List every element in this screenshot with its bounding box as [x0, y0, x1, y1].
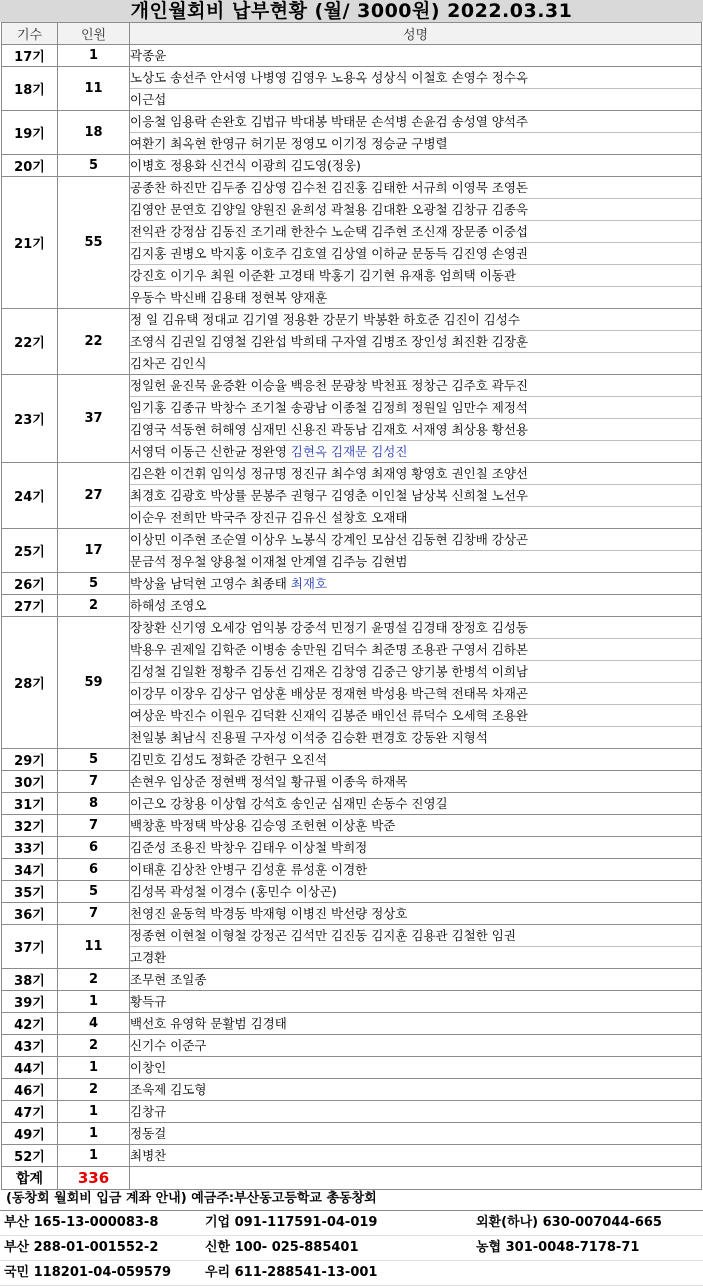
- table-row: [2, 1013, 702, 1035]
- names-cell: [130, 793, 702, 815]
- names-line: [130, 969, 701, 990]
- names-text: 이강무 이장우 김상구 엄상훈 배상문 정재현 박성용 박근혁 전태목 차재곤: [130, 686, 529, 701]
- names-text: 강진호 이기우 최원 이준환 고경태 박홍기 김기현 유재흥 엄희택 이동관: [130, 268, 516, 283]
- names-line: [130, 67, 701, 88]
- names-text: 장창환 신기영 오세강 엄익봉 강중석 민정기 윤명설 김경태 장정호 김성동: [130, 620, 529, 635]
- names-line: [130, 946, 701, 968]
- names-line: [130, 682, 701, 704]
- generation-cell: 21기: [2, 177, 58, 309]
- count-cell: 22: [58, 309, 130, 375]
- names-text: 하해성 조영오: [130, 598, 207, 613]
- names-text: 백선호 유영학 문활범 김경태: [130, 1016, 287, 1031]
- generation-cell: 33기: [2, 837, 58, 859]
- names-cell: [130, 969, 702, 991]
- names-text: 조영식 김권일 김영철 김완섭 박희태 구자열 김병조 장인성 최진환 김장훈: [130, 334, 529, 349]
- names-text: 김창규: [130, 1104, 167, 1119]
- table-row: [2, 881, 702, 903]
- names-line: [130, 45, 701, 66]
- count-cell: 2: [58, 595, 130, 617]
- table-row: [2, 815, 702, 837]
- names-text: 이순우 전희만 박국주 장진규 김유신 설창호 오재태: [130, 510, 408, 525]
- names-line: [130, 177, 701, 198]
- highlighted-names: 최재호: [290, 576, 328, 591]
- names-line: [130, 1123, 701, 1144]
- count-cell: 55: [58, 177, 130, 309]
- names-line: [130, 132, 701, 154]
- table-row: [2, 837, 702, 859]
- names-text: 곽종윤: [130, 48, 167, 63]
- generation-cell: 43기: [2, 1035, 58, 1057]
- names-line: [130, 463, 701, 484]
- names-line: [130, 1079, 701, 1100]
- names-cell: [130, 155, 702, 177]
- names-text: 김준성 조용진 박창우 김태우 이상철 박희정: [130, 840, 368, 855]
- names-line: [130, 1013, 701, 1034]
- count-cell: 1: [58, 45, 130, 67]
- account-entry: 신한 100- 025-885401: [205, 1240, 359, 1255]
- count-cell: 6: [58, 837, 130, 859]
- names-text: 조무현 조일종: [130, 972, 207, 987]
- names-text: 신기수 이준구: [130, 1038, 207, 1053]
- count-cell: 1: [58, 1057, 130, 1079]
- total-label: 합계: [2, 1167, 58, 1190]
- count-cell: 11: [58, 67, 130, 111]
- count-cell: 18: [58, 111, 130, 155]
- table-row: [2, 309, 702, 375]
- names-cell: [130, 1013, 702, 1035]
- names-text: 이응철 임용락 손완호 김법규 박대봉 박태문 손석병 손윤검 송성열 양석주: [130, 114, 529, 129]
- names-line: [130, 1145, 701, 1166]
- generation-cell: 27기: [2, 595, 58, 617]
- account-row: [0, 1261, 703, 1286]
- names-text: 손현우 임상준 정현백 정석일 황규필 이종욱 하재목: [130, 774, 408, 789]
- count-cell: 2: [58, 1035, 130, 1057]
- table-row: [2, 111, 702, 155]
- names-line: [130, 198, 701, 220]
- generation-cell: 30기: [2, 771, 58, 793]
- generation-cell: 28기: [2, 617, 58, 749]
- names-text: 이상민 이주현 조순열 이상우 노봉식 강계인 모삼선 김동현 김창배 강상곤: [130, 532, 529, 547]
- names-line: [130, 1035, 701, 1056]
- account-row: [0, 1211, 703, 1236]
- dues-table: [1, 22, 702, 1190]
- table-row: [2, 991, 702, 1013]
- names-text: 이창인: [130, 1060, 167, 1075]
- names-line: [130, 88, 701, 110]
- names-text: 박상율 남덕현 고영수 최종태: [130, 576, 291, 591]
- names-line: [130, 1101, 701, 1122]
- table-header-row: [2, 23, 702, 45]
- names-line: [130, 286, 701, 308]
- names-text: 이근오 강창용 이상협 강석호 송인군 심재민 손동수 진영길: [130, 796, 448, 811]
- names-text: 임기홍 김종규 박창수 조기철 송광남 이종철 김정희 정원일 임만수 제정석: [130, 400, 529, 415]
- names-text: 정 일 김유택 정대교 김기열 정용환 강문기 박봉환 하호준 김진이 김성수: [130, 312, 520, 327]
- table-row: [2, 1123, 702, 1145]
- names-text: 김차곤 김인식: [130, 356, 207, 371]
- names-line: [130, 1057, 701, 1078]
- table-row: [2, 463, 702, 529]
- names-cell: [130, 749, 702, 771]
- count-cell: 6: [58, 859, 130, 881]
- account-info: [0, 1187, 703, 1286]
- names-text: 공종찬 하진만 김두종 김상영 김수천 김진홍 김태한 서규희 이영묵 조영돈: [130, 180, 529, 195]
- names-cell: [130, 595, 702, 617]
- generation-cell: 36기: [2, 903, 58, 925]
- names-line: [130, 617, 701, 638]
- names-text: 노상도 송선주 안서영 나병영 김영우 노용옥 성상식 이철호 손영수 정수옥: [130, 70, 529, 85]
- names-text: 서영덕 이동근 신한균 정완영: [130, 444, 291, 459]
- names-cell: [130, 1123, 702, 1145]
- page-title: 개인월회비 납부현황 (월/ 3000원) 2022.03.31: [0, 0, 703, 22]
- names-line: [130, 550, 701, 572]
- names-text: 정일헌 윤진묵 윤증환 이승율 백응천 문광창 박천표 정창근 김주호 곽두진: [130, 378, 529, 393]
- names-text: 이근섭: [130, 92, 167, 107]
- names-text: 이태훈 김상찬 안병구 김성훈 류성훈 이경한: [130, 862, 368, 877]
- generation-cell: 29기: [2, 749, 58, 771]
- header-count: 인원: [58, 23, 130, 45]
- table-row: [2, 529, 702, 573]
- names-line: [130, 242, 701, 264]
- table-row: [2, 771, 702, 793]
- names-text: 정동걸: [130, 1126, 167, 1141]
- names-cell: [130, 309, 702, 375]
- names-text: 김성철 김일환 정황주 김동선 김재온 김창영 김중근 양기봉 한병석 이희남: [130, 664, 529, 679]
- count-cell: 27: [58, 463, 130, 529]
- names-line: [130, 704, 701, 726]
- names-line: [130, 991, 701, 1012]
- names-cell: [130, 1057, 702, 1079]
- names-line: [130, 749, 701, 770]
- names-line: [130, 903, 701, 924]
- names-text: 김영안 문연호 김양일 양원진 윤희성 곽철용 김대환 오광철 김창규 김종욱: [130, 202, 529, 217]
- generation-cell: 38기: [2, 969, 58, 991]
- table-row: [2, 925, 702, 969]
- names-cell: [130, 67, 702, 111]
- generation-cell: 47기: [2, 1101, 58, 1123]
- generation-cell: 17기: [2, 45, 58, 67]
- names-cell: [130, 375, 702, 463]
- generation-cell: 25기: [2, 529, 58, 573]
- count-cell: 1: [58, 1123, 130, 1145]
- names-line: [130, 418, 701, 440]
- names-cell: [130, 991, 702, 1013]
- names-line: [130, 925, 701, 946]
- table-row: [2, 1145, 702, 1167]
- count-cell: 37: [58, 375, 130, 463]
- account-heading: (동창회 월회비 입금 계좌 안내) 예금주:부산동고등학교 총동창회: [0, 1187, 703, 1211]
- names-line: [130, 573, 701, 594]
- names-line: [130, 506, 701, 528]
- names-text: 여상운 박진수 이원우 김덕환 신재익 김봉준 배인선 류덕수 오세혁 조용완: [130, 708, 529, 723]
- generation-cell: 44기: [2, 1057, 58, 1079]
- names-text: 김은환 이건휘 임익성 정규명 정진규 최수영 최재영 황영호 권인칠 조양선: [130, 466, 529, 481]
- table-row: [2, 859, 702, 881]
- names-line: [130, 155, 701, 176]
- names-cell: [130, 771, 702, 793]
- names-cell: [130, 1079, 702, 1101]
- names-line: [130, 771, 701, 792]
- table-row: [2, 155, 702, 177]
- generation-cell: 39기: [2, 991, 58, 1013]
- table-row: [2, 749, 702, 771]
- count-cell: 7: [58, 903, 130, 925]
- names-cell: [130, 1035, 702, 1057]
- header-gen: 기수: [2, 23, 58, 45]
- names-line: [130, 330, 701, 352]
- names-text: 천영진 윤동혁 박경동 박재형 이병진 박선량 정상호: [130, 906, 408, 921]
- names-cell: [130, 45, 702, 67]
- names-line: [130, 726, 701, 748]
- names-line: [130, 220, 701, 242]
- count-cell: 11: [58, 925, 130, 969]
- table-row: [2, 1057, 702, 1079]
- names-line: [130, 440, 701, 462]
- names-text: 김민호 김성도 정화준 강헌구 오진석: [130, 752, 328, 767]
- table-row: [2, 1079, 702, 1101]
- names-line: [130, 396, 701, 418]
- account-entry: 기업 091-117591-04-019: [205, 1215, 378, 1230]
- table-row: [2, 1101, 702, 1123]
- count-cell: 1: [58, 991, 130, 1013]
- names-cell: [130, 881, 702, 903]
- table-row: [2, 903, 702, 925]
- count-cell: 7: [58, 815, 130, 837]
- generation-cell: 18기: [2, 67, 58, 111]
- names-line: [130, 837, 701, 858]
- names-cell: [130, 111, 702, 155]
- names-text: 이병호 정용화 신건식 이광희 김도영(정웅): [130, 158, 361, 173]
- generation-cell: 23기: [2, 375, 58, 463]
- names-cell: [130, 177, 702, 309]
- account-entry: 농협 301-0048-7178-71: [476, 1240, 640, 1255]
- names-line: [130, 595, 701, 616]
- names-cell: [130, 1101, 702, 1123]
- generation-cell: 37기: [2, 925, 58, 969]
- count-cell: 5: [58, 573, 130, 595]
- names-line: [130, 529, 701, 550]
- names-line: [130, 264, 701, 286]
- generation-cell: 49기: [2, 1123, 58, 1145]
- names-text: 여환기 최옥현 한영규 허기문 정영모 이기정 정승균 구병렬: [130, 136, 448, 151]
- names-text: 천일봉 최남식 진용필 구자성 이석중 김승환 편경호 강동완 지형석: [130, 730, 488, 745]
- table-row: [2, 45, 702, 67]
- names-text: 조욱제 김도형: [130, 1082, 207, 1097]
- names-text: 황득규: [130, 994, 167, 1009]
- names-cell: [130, 815, 702, 837]
- account-entry: 부산 288-01-001552-2: [4, 1240, 159, 1255]
- table-row: [2, 1035, 702, 1057]
- count-cell: 2: [58, 1079, 130, 1101]
- count-cell: 2: [58, 969, 130, 991]
- count-cell: 8: [58, 793, 130, 815]
- account-entry: 부산 165-13-000083-8: [4, 1215, 159, 1230]
- generation-cell: 22기: [2, 309, 58, 375]
- names-line: [130, 815, 701, 836]
- table-row: [2, 573, 702, 595]
- names-text: 고경환: [130, 950, 167, 965]
- generation-cell: 46기: [2, 1079, 58, 1101]
- names-cell: [130, 859, 702, 881]
- names-line: [130, 111, 701, 132]
- names-text: 김성목 곽성철 이경수 (홍민수 이상곤): [130, 884, 337, 899]
- names-text: 문금석 정우철 양용철 이재철 안계열 김주능 김현범: [130, 554, 408, 569]
- names-line: [130, 352, 701, 374]
- names-line: [130, 881, 701, 902]
- names-text: 우동수 박신배 김용태 정현복 양재훈: [130, 290, 328, 305]
- account-entry: 우리 611-288541-13-001: [205, 1265, 378, 1280]
- names-cell: [130, 529, 702, 573]
- account-entry: 국민 118201-04-059579: [4, 1265, 172, 1280]
- count-cell: 7: [58, 771, 130, 793]
- names-line: [130, 484, 701, 506]
- names-cell: [130, 463, 702, 529]
- generation-cell: 24기: [2, 463, 58, 529]
- names-line: [130, 793, 701, 814]
- generation-cell: 52기: [2, 1145, 58, 1167]
- names-line: [130, 375, 701, 396]
- names-line: [130, 309, 701, 330]
- generation-cell: 19기: [2, 111, 58, 155]
- table-row: [2, 595, 702, 617]
- names-text: 정종현 이현철 이형철 강정곤 김석만 김진동 김지훈 김용관 김철한 임권: [130, 928, 516, 943]
- count-cell: 5: [58, 155, 130, 177]
- table-row: [2, 969, 702, 991]
- count-cell: 1: [58, 1145, 130, 1167]
- names-text: 김영국 석동현 허해영 심재민 신용진 곽동남 김재호 서재영 최상용 황선용: [130, 422, 529, 437]
- table-row: [2, 177, 702, 309]
- names-text: 박용우 권제일 김학준 이병송 송만원 김덕수 최준명 조용관 구영서 김하본: [130, 642, 529, 657]
- header-names: 성명: [130, 23, 702, 45]
- count-cell: 1: [58, 1101, 130, 1123]
- generation-cell: 26기: [2, 573, 58, 595]
- generation-cell: 42기: [2, 1013, 58, 1035]
- table-row: [2, 67, 702, 111]
- generation-cell: 31기: [2, 793, 58, 815]
- names-text: 백창훈 박정택 박상용 김승영 조헌현 이상훈 박준: [130, 818, 396, 833]
- account-entry: 외환(하나) 630-007044-665: [476, 1215, 662, 1230]
- generation-cell: 20기: [2, 155, 58, 177]
- generation-cell: 35기: [2, 881, 58, 903]
- names-text: 전익관 강정삼 김동진 조기래 한찬수 노순택 김주현 조신재 장문종 이중섭: [130, 224, 529, 239]
- names-text: 최병찬: [130, 1148, 167, 1163]
- count-cell: 59: [58, 617, 130, 749]
- names-cell: [130, 925, 702, 969]
- count-cell: 4: [58, 1013, 130, 1035]
- count-cell: 5: [58, 749, 130, 771]
- names-line: [130, 638, 701, 660]
- count-cell: 5: [58, 881, 130, 903]
- names-cell: [130, 573, 702, 595]
- names-line: [130, 660, 701, 682]
- names-text: 최경호 김광호 박상률 문봉주 권형구 김영춘 이인철 남상복 신희철 노선우: [130, 488, 529, 503]
- generation-cell: 32기: [2, 815, 58, 837]
- count-cell: 17: [58, 529, 130, 573]
- table-row: [2, 375, 702, 463]
- generation-cell: 34기: [2, 859, 58, 881]
- names-cell: [130, 903, 702, 925]
- names-cell: [130, 837, 702, 859]
- names-cell: [130, 1145, 702, 1167]
- highlighted-names: 김현옥 김재문 김성진: [290, 444, 408, 459]
- account-row: [0, 1236, 703, 1261]
- names-text: 김지홍 권병오 박지홍 이호주 김호열 김상열 이하균 문동득 김진영 손영권: [130, 246, 529, 261]
- table-row: [2, 793, 702, 815]
- total-value: 336: [58, 1167, 130, 1190]
- names-line: [130, 859, 701, 880]
- names-cell: [130, 617, 702, 749]
- table-row: [2, 617, 702, 749]
